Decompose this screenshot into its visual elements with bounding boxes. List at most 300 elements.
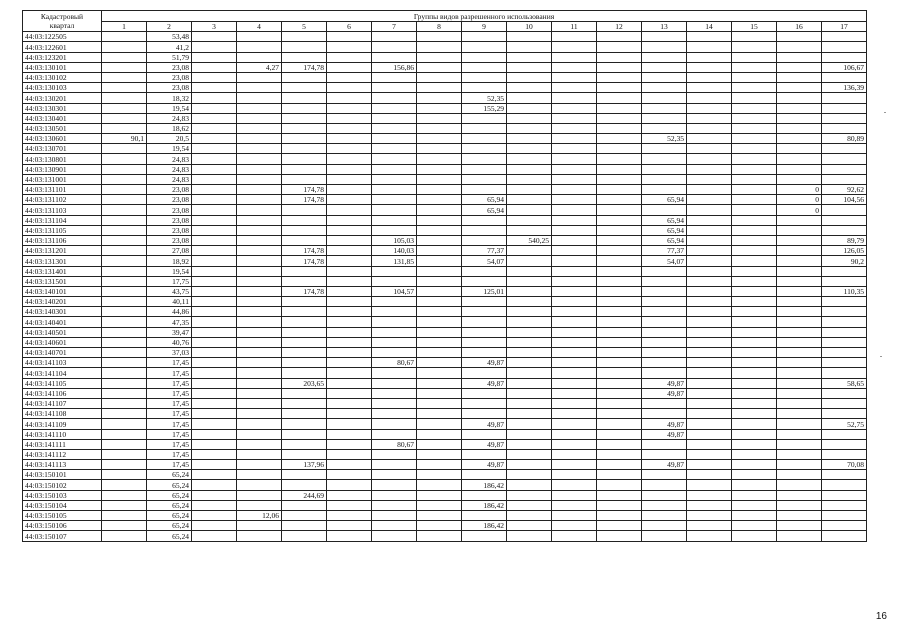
value-cell [237,307,282,317]
value-cell: 65,24 [147,531,192,541]
value-cell [507,449,552,459]
table-row [23,470,867,480]
value-cell [642,276,687,286]
value-cell [192,185,237,195]
value-cell [372,348,417,358]
value-cell [462,42,507,52]
kadastr-code-cell: 44:03:130701 [23,144,102,154]
value-cell [327,42,372,52]
value-cell [327,531,372,541]
column-number-header: 7 [372,22,417,32]
value-cell [417,500,462,510]
value-cell [462,52,507,62]
value-cell [237,398,282,408]
value-cell [372,500,417,510]
value-cell [417,215,462,225]
value-cell [507,83,552,93]
value-cell [417,378,462,388]
value-cell [372,93,417,103]
value-cell [192,93,237,103]
value-cell [102,276,147,286]
value-cell [732,307,777,317]
kadastr-code-cell: 44:03:131104 [23,215,102,225]
value-cell [687,307,732,317]
value-cell [507,246,552,256]
scan-speck [880,356,882,357]
value-cell [507,388,552,398]
value-cell [732,185,777,195]
value-cell [642,358,687,368]
value-cell [687,500,732,510]
value-cell: 65,24 [147,490,192,500]
value-cell [372,521,417,531]
value-cell [732,317,777,327]
value-cell: 19,54 [147,144,192,154]
value-cell [777,225,822,235]
value-cell [732,388,777,398]
value-cell [777,419,822,429]
value-cell: 17,45 [147,429,192,439]
value-cell [687,154,732,164]
value-cell [417,368,462,378]
value-cell [327,490,372,500]
value-cell [462,185,507,195]
value-cell [507,297,552,307]
value-cell [102,307,147,317]
table-row [23,42,867,52]
value-cell [732,123,777,133]
value-cell [687,480,732,490]
scan-speck [884,112,886,113]
value-cell: 65,94 [642,235,687,245]
value-cell [777,83,822,93]
value-cell [372,134,417,144]
value-cell [462,32,507,42]
table-row [23,174,867,184]
value-cell [102,439,147,449]
value-cell [192,419,237,429]
value-cell: 104,56 [822,195,867,205]
value-cell [732,460,777,470]
value-cell [417,32,462,42]
value-cell [417,42,462,52]
value-cell [327,358,372,368]
value-cell: 104,57 [372,286,417,296]
value-cell [777,235,822,245]
value-cell [507,378,552,388]
table-row [23,368,867,378]
kadastr-code-cell: 44:03:131001 [23,174,102,184]
value-cell [642,490,687,500]
value-cell [597,276,642,286]
value-cell [372,72,417,82]
value-cell [282,174,327,184]
value-cell [237,144,282,154]
value-cell [192,439,237,449]
value-cell [597,246,642,256]
value-cell [102,348,147,358]
value-cell [417,398,462,408]
table-row [23,531,867,541]
value-cell [327,429,372,439]
value-cell [777,358,822,368]
value-cell [417,317,462,327]
value-cell [642,266,687,276]
value-cell [237,266,282,276]
value-cell [417,93,462,103]
column-number-header: 6 [327,22,372,32]
value-cell [552,307,597,317]
value-cell [327,154,372,164]
value-cell [102,419,147,429]
value-cell: 17,45 [147,368,192,378]
value-cell [192,103,237,113]
value-cell [417,134,462,144]
value-cell [687,317,732,327]
value-cell [597,378,642,388]
value-cell [237,174,282,184]
value-cell [777,123,822,133]
value-cell [282,398,327,408]
value-cell [507,205,552,215]
value-cell [327,215,372,225]
value-cell [642,398,687,408]
value-cell [192,490,237,500]
value-cell [282,500,327,510]
value-cell [327,103,372,113]
value-cell [642,307,687,317]
value-cell [372,317,417,327]
value-cell [417,388,462,398]
value-cell [327,419,372,429]
value-cell [777,246,822,256]
value-cell [552,72,597,82]
value-cell [507,185,552,195]
value-cell: 65,24 [147,470,192,480]
value-cell: 49,87 [642,378,687,388]
value-cell [687,419,732,429]
value-cell [327,470,372,480]
value-cell [642,32,687,42]
value-cell: 49,87 [462,378,507,388]
value-cell [417,52,462,62]
value-cell [822,205,867,215]
value-cell [687,378,732,388]
value-cell [462,398,507,408]
land-use-table [22,10,867,542]
value-cell: 186,42 [462,521,507,531]
value-cell [552,174,597,184]
value-cell [327,185,372,195]
value-cell [822,368,867,378]
value-cell [552,490,597,500]
value-cell [507,511,552,521]
value-cell [462,470,507,480]
value-cell [642,185,687,195]
value-cell [237,195,282,205]
value-cell [192,378,237,388]
value-cell [372,185,417,195]
value-cell [777,480,822,490]
value-cell [372,480,417,490]
value-cell [462,266,507,276]
value-cell: 65,24 [147,521,192,531]
value-cell [642,205,687,215]
kadastr-code-cell: 44:03:140401 [23,317,102,327]
value-cell [372,511,417,521]
value-cell [462,144,507,154]
value-cell [417,327,462,337]
value-cell [642,42,687,52]
value-cell: 23,08 [147,195,192,205]
value-cell [372,205,417,215]
value-cell [372,195,417,205]
value-cell [642,123,687,133]
table-row [23,205,867,215]
value-cell [102,144,147,154]
value-cell [687,185,732,195]
value-cell [327,174,372,184]
value-cell [462,409,507,419]
value-cell [687,511,732,521]
value-cell [642,327,687,337]
value-cell [597,286,642,296]
value-cell: 17,45 [147,398,192,408]
value-cell [192,134,237,144]
value-cell [822,358,867,368]
value-cell: 44,86 [147,307,192,317]
value-cell [282,42,327,52]
value-cell [777,388,822,398]
value-cell [507,144,552,154]
value-cell [372,174,417,184]
value-cell [417,480,462,490]
value-cell [552,52,597,62]
value-cell [372,164,417,174]
document-page [22,10,867,542]
value-cell [777,286,822,296]
value-cell [282,72,327,82]
value-cell: 18,62 [147,123,192,133]
value-cell [642,521,687,531]
value-cell [642,72,687,82]
value-cell: 19,54 [147,266,192,276]
value-cell [417,460,462,470]
value-cell [327,317,372,327]
value-cell: 0 [777,195,822,205]
value-cell [552,439,597,449]
value-cell [417,62,462,72]
value-cell [417,164,462,174]
value-cell [597,348,642,358]
value-cell [552,123,597,133]
value-cell [327,398,372,408]
value-cell [642,113,687,123]
value-cell [282,144,327,154]
value-cell: 186,42 [462,500,507,510]
value-cell [372,52,417,62]
value-cell [687,398,732,408]
value-cell: 125,01 [462,286,507,296]
kadastr-code-cell: 44:03:140501 [23,327,102,337]
table-row [23,490,867,500]
value-cell [372,103,417,113]
value-cell: 53,48 [147,32,192,42]
value-cell [732,215,777,225]
value-cell [237,337,282,347]
column-number-header: 9 [462,22,507,32]
value-cell [552,42,597,52]
value-cell [282,276,327,286]
table-row [23,317,867,327]
value-cell [237,490,282,500]
value-cell [327,276,372,286]
value-cell [372,225,417,235]
value-cell [732,72,777,82]
value-cell [417,521,462,531]
value-cell [327,123,372,133]
kadastr-code-cell: 44:03:141108 [23,409,102,419]
value-cell [102,409,147,419]
value-cell [192,225,237,235]
value-cell [687,286,732,296]
value-cell [777,72,822,82]
value-cell [507,32,552,42]
value-cell: 23,08 [147,83,192,93]
value-cell [237,72,282,82]
kadastr-code-cell: 44:03:130601 [23,134,102,144]
value-cell [462,154,507,164]
value-cell [237,286,282,296]
value-cell [687,327,732,337]
value-cell [417,195,462,205]
value-cell [597,398,642,408]
table-row [23,256,867,266]
column-number-header: 1 [102,22,147,32]
value-cell [102,398,147,408]
table-row [23,307,867,317]
table-row [23,480,867,490]
value-cell [597,123,642,133]
value-cell [102,256,147,266]
table-row [23,93,867,103]
value-cell [552,480,597,490]
value-cell [642,62,687,72]
value-cell [777,460,822,470]
value-cell [822,521,867,531]
table-body [23,32,867,541]
value-cell [237,83,282,93]
value-cell [327,256,372,266]
value-cell [597,62,642,72]
value-cell [822,480,867,490]
value-cell [822,113,867,123]
table-row [23,460,867,470]
value-cell [732,429,777,439]
value-cell [282,327,327,337]
value-cell: 49,87 [642,460,687,470]
value-cell [237,185,282,195]
value-cell [237,113,282,123]
value-cell [282,164,327,174]
value-cell [327,195,372,205]
value-cell: 24,83 [147,174,192,184]
value-cell [687,32,732,42]
value-cell [237,317,282,327]
column-number-header: 12 [597,22,642,32]
value-cell [327,62,372,72]
value-cell [327,337,372,347]
value-cell [237,256,282,266]
value-cell [732,531,777,541]
value-cell [327,409,372,419]
table-row [23,103,867,113]
value-cell [732,398,777,408]
value-cell [507,113,552,123]
value-cell: 17,45 [147,358,192,368]
value-cell [417,337,462,347]
value-cell [552,419,597,429]
value-cell [282,297,327,307]
value-cell [417,348,462,358]
value-cell: 17,45 [147,449,192,459]
value-cell [192,500,237,510]
value-cell [822,409,867,419]
value-cell [822,276,867,286]
value-cell [552,398,597,408]
value-cell: 77,37 [462,246,507,256]
value-cell [102,297,147,307]
value-cell: 106,67 [822,62,867,72]
value-cell [732,439,777,449]
value-cell [507,195,552,205]
value-cell [687,531,732,541]
value-cell [192,195,237,205]
value-cell [552,368,597,378]
value-cell [192,42,237,52]
value-cell [327,348,372,358]
value-cell [237,215,282,225]
value-cell [732,205,777,215]
value-cell [822,164,867,174]
value-cell [237,521,282,531]
kadastr-code-cell: 44:03:140201 [23,297,102,307]
value-cell: 23,08 [147,72,192,82]
value-cell [192,164,237,174]
value-cell [102,215,147,225]
value-cell [237,388,282,398]
value-cell [822,511,867,521]
value-cell [462,113,507,123]
kadastr-code-cell: 44:03:140101 [23,286,102,296]
kadastr-code-cell: 44:03:140701 [23,348,102,358]
value-cell [372,123,417,133]
value-cell [732,225,777,235]
value-cell [822,429,867,439]
value-cell: 65,24 [147,500,192,510]
value-cell [237,93,282,103]
value-cell [732,480,777,490]
value-cell [777,449,822,459]
table-row [23,235,867,245]
value-cell [552,378,597,388]
value-cell [552,225,597,235]
value-cell [102,521,147,531]
kadastr-code-cell: 44:03:150102 [23,480,102,490]
value-cell [282,470,327,480]
value-cell: 155,29 [462,103,507,113]
table-row [23,297,867,307]
